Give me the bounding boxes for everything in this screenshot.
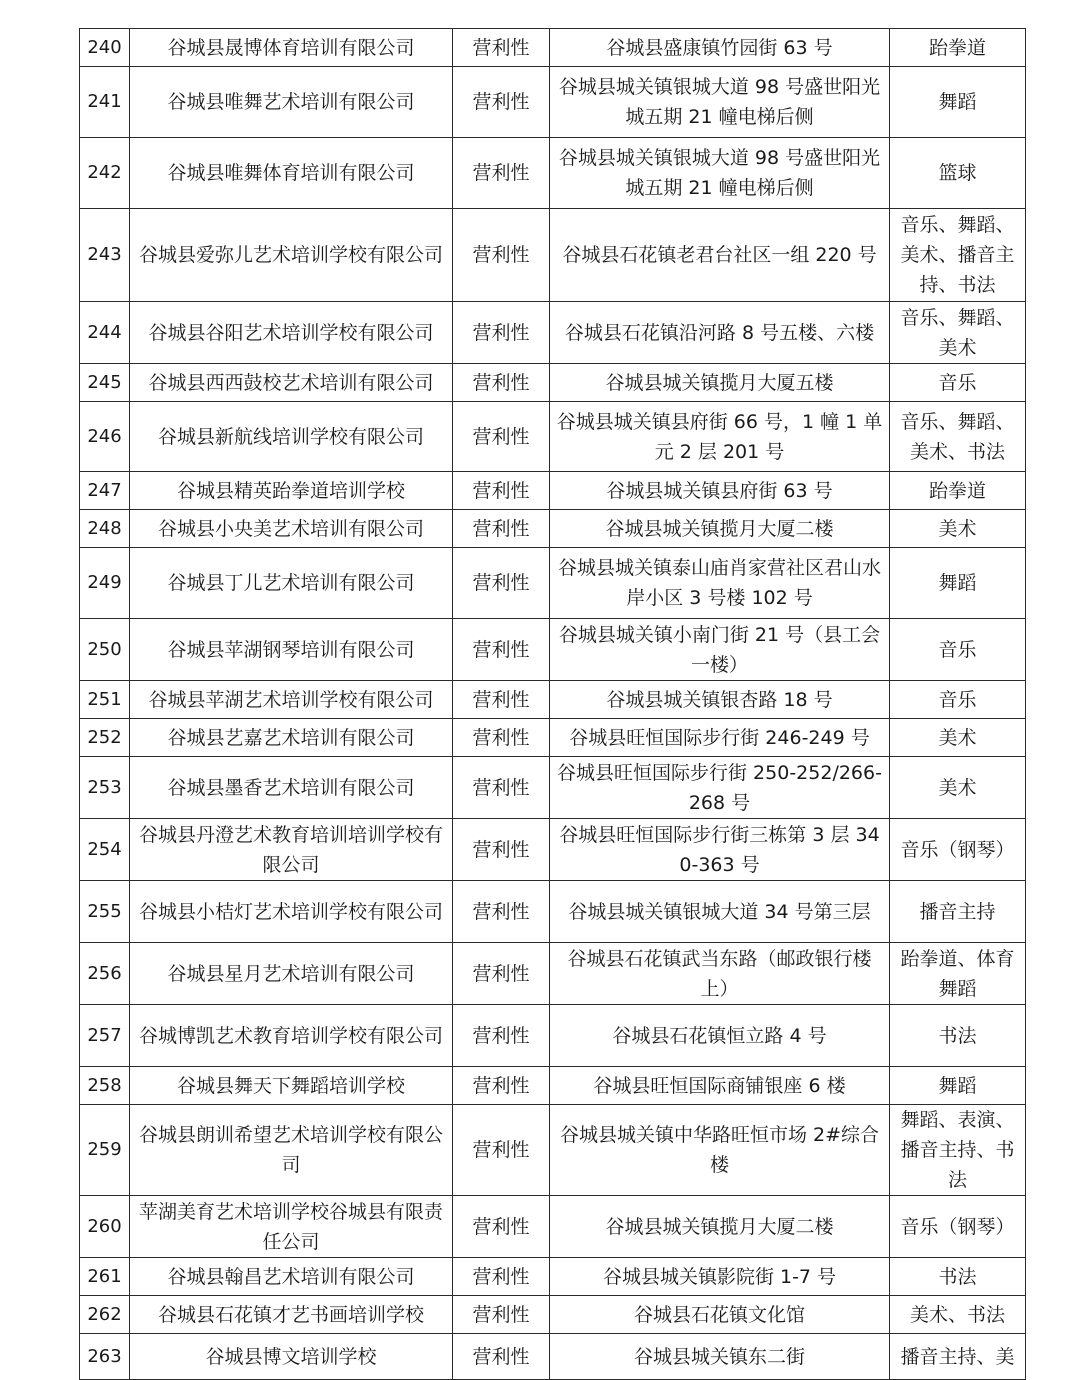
cell-category: 舞蹈 [890, 548, 1026, 619]
table-row [80, 1296, 1026, 1334]
cell-nature: 营利性 [453, 1334, 550, 1380]
cell-institution-name: 谷城县朗训希望艺术培训学校有限公司 [130, 1105, 453, 1196]
cell-category: 舞蹈、表演、播音主持、书法 [890, 1105, 1026, 1196]
cell-address: 谷城县城关镇影院街 1-7 号 [550, 1258, 890, 1296]
cell-number: 258 [80, 1067, 130, 1105]
table-row [80, 943, 1026, 1005]
cell-number: 251 [80, 681, 130, 719]
table-row [80, 402, 1026, 472]
cell-nature: 营利性 [453, 719, 550, 757]
cell-category: 音乐（钢琴） [890, 819, 1026, 881]
table-row [80, 548, 1026, 619]
cell-category: 美术 [890, 719, 1026, 757]
cell-category: 书法 [890, 1005, 1026, 1067]
cell-address: 谷城县城关镇小南门街 21 号（县工会一楼） [550, 619, 890, 681]
cell-number: 248 [80, 510, 130, 548]
table-body [80, 29, 1026, 1380]
cell-address: 谷城县城关镇东二街 [550, 1334, 890, 1380]
cell-institution-name: 谷城县石花镇才艺书画培训学校 [130, 1296, 453, 1334]
cell-category: 跆拳道、体育舞蹈 [890, 943, 1026, 1005]
cell-number: 243 [80, 209, 130, 302]
table-row [80, 472, 1026, 510]
cell-number: 247 [80, 472, 130, 510]
cell-number: 246 [80, 402, 130, 472]
cell-category: 舞蹈 [890, 67, 1026, 138]
cell-nature: 营利性 [453, 1296, 550, 1334]
cell-number: 263 [80, 1334, 130, 1380]
cell-category: 音乐、舞蹈、美术、书法 [890, 402, 1026, 472]
cell-institution-name: 谷城县晟博体育培训有限公司 [130, 29, 453, 67]
cell-number: 241 [80, 67, 130, 138]
cell-institution-name: 谷城县翰昌艺术培训有限公司 [130, 1258, 453, 1296]
cell-address: 谷城县城关镇银杏路 18 号 [550, 681, 890, 719]
cell-institution-name: 谷城县星月艺术培训有限公司 [130, 943, 453, 1005]
cell-address: 谷城县盛康镇竹园街 63 号 [550, 29, 890, 67]
cell-address: 谷城县石花镇老君台社区一组 220 号 [550, 209, 890, 302]
cell-category: 播音主持、美 [890, 1334, 1026, 1380]
cell-address: 谷城县石花镇文化馆 [550, 1296, 890, 1334]
table-row [80, 1258, 1026, 1296]
cell-number: 257 [80, 1005, 130, 1067]
cell-address: 谷城县城关镇揽月大厦二楼 [550, 1196, 890, 1258]
cell-address: 谷城县城关镇泰山庙肖家营社区君山水岸小区 3 号楼 102 号 [550, 548, 890, 619]
cell-category: 音乐、舞蹈、美术、播音主持、书法 [890, 209, 1026, 302]
cell-institution-name: 谷城博凯艺术教育培训学校有限公司 [130, 1005, 453, 1067]
cell-category: 美术、书法 [890, 1296, 1026, 1334]
cell-institution-name: 谷城县丹澄艺术教育培训培训学校有限公司 [130, 819, 453, 881]
cell-institution-name: 谷城县爱弥儿艺术培训学校有限公司 [130, 209, 453, 302]
table-row [80, 881, 1026, 943]
cell-nature: 营利性 [453, 209, 550, 302]
cell-category: 美术 [890, 510, 1026, 548]
cell-category: 舞蹈 [890, 1067, 1026, 1105]
cell-address: 谷城县城关镇中华路旺恒市场 2#综合楼 [550, 1105, 890, 1196]
cell-category: 跆拳道 [890, 472, 1026, 510]
cell-nature: 营利性 [453, 402, 550, 472]
cell-number: 249 [80, 548, 130, 619]
table-row [80, 1196, 1026, 1258]
cell-institution-name: 谷城县苹湖钢琴培训有限公司 [130, 619, 453, 681]
cell-institution-name: 谷城县苹湖艺术培训学校有限公司 [130, 681, 453, 719]
cell-address: 谷城县城关镇县府街 63 号 [550, 472, 890, 510]
table-row [80, 681, 1026, 719]
cell-address: 谷城县石花镇武当东路（邮政银行楼上） [550, 943, 890, 1005]
table-row [80, 757, 1026, 819]
cell-category: 音乐 [890, 681, 1026, 719]
cell-institution-name: 谷城县丁儿艺术培训有限公司 [130, 548, 453, 619]
cell-category: 音乐 [890, 619, 1026, 681]
cell-number: 255 [80, 881, 130, 943]
cell-number: 245 [80, 364, 130, 402]
cell-nature: 营利性 [453, 302, 550, 364]
cell-number: 244 [80, 302, 130, 364]
cell-number: 242 [80, 138, 130, 209]
cell-institution-name: 谷城县小桔灯艺术培训学校有限公司 [130, 881, 453, 943]
cell-nature: 营利性 [453, 1067, 550, 1105]
cell-number: 256 [80, 943, 130, 1005]
table-row [80, 67, 1026, 138]
cell-nature: 营利性 [453, 510, 550, 548]
cell-institution-name: 苹湖美育艺术培训学校谷城县有限责任公司 [130, 1196, 453, 1258]
cell-address: 谷城县旺恒国际步行街 246-249 号 [550, 719, 890, 757]
cell-number: 260 [80, 1196, 130, 1258]
cell-number: 254 [80, 819, 130, 881]
cell-category: 音乐 [890, 364, 1026, 402]
cell-institution-name: 谷城县艺嘉艺术培训有限公司 [130, 719, 453, 757]
table-row [80, 364, 1026, 402]
cell-nature: 营利性 [453, 29, 550, 67]
cell-institution-name: 谷城县唯舞艺术培训有限公司 [130, 67, 453, 138]
institution-table-container [79, 28, 1025, 1380]
cell-nature: 营利性 [453, 757, 550, 819]
table-row [80, 29, 1026, 67]
cell-institution-name: 谷城县西西鼓校艺术培训有限公司 [130, 364, 453, 402]
table-row [80, 138, 1026, 209]
cell-address: 谷城县城关镇银城大道 98 号盛世阳光城五期 21 幢电梯后侧 [550, 67, 890, 138]
cell-number: 259 [80, 1105, 130, 1196]
cell-institution-name: 谷城县唯舞体育培训有限公司 [130, 138, 453, 209]
cell-address: 谷城县旺恒国际步行街 250-252/266-268 号 [550, 757, 890, 819]
cell-nature: 营利性 [453, 1005, 550, 1067]
table-row [80, 819, 1026, 881]
table-row [80, 619, 1026, 681]
table-row [80, 209, 1026, 302]
cell-address: 谷城县城关镇县府街 66 号，1 幢 1 单元 2 层 201 号 [550, 402, 890, 472]
cell-number: 253 [80, 757, 130, 819]
cell-institution-name: 谷城县精英跆拳道培训学校 [130, 472, 453, 510]
table-row [80, 719, 1026, 757]
cell-category: 音乐、舞蹈、美术 [890, 302, 1026, 364]
cell-number: 262 [80, 1296, 130, 1334]
cell-category: 音乐（钢琴） [890, 1196, 1026, 1258]
cell-nature: 营利性 [453, 548, 550, 619]
cell-institution-name: 谷城县舞天下舞蹈培训学校 [130, 1067, 453, 1105]
table-row [80, 1005, 1026, 1067]
cell-category: 跆拳道 [890, 29, 1026, 67]
cell-institution-name: 谷城县博文培训学校 [130, 1334, 453, 1380]
cell-nature: 营利性 [453, 881, 550, 943]
cell-nature: 营利性 [453, 472, 550, 510]
cell-number: 261 [80, 1258, 130, 1296]
table-row [80, 302, 1026, 364]
table-row [80, 1334, 1026, 1380]
cell-address: 谷城县城关镇银城大道 98 号盛世阳光城五期 21 幢电梯后侧 [550, 138, 890, 209]
cell-institution-name: 谷城县新航线培训学校有限公司 [130, 402, 453, 472]
cell-nature: 营利性 [453, 943, 550, 1005]
cell-nature: 营利性 [453, 1258, 550, 1296]
cell-nature: 营利性 [453, 364, 550, 402]
table-row [80, 510, 1026, 548]
cell-nature: 营利性 [453, 819, 550, 881]
cell-institution-name: 谷城县小央美艺术培训有限公司 [130, 510, 453, 548]
table-row [80, 1105, 1026, 1196]
cell-address: 谷城县石花镇沿河路 8 号五楼、六楼 [550, 302, 890, 364]
cell-category: 书法 [890, 1258, 1026, 1296]
cell-nature: 营利性 [453, 67, 550, 138]
cell-nature: 营利性 [453, 138, 550, 209]
table-row [80, 1067, 1026, 1105]
cell-address: 谷城县城关镇揽月大厦五楼 [550, 364, 890, 402]
cell-address: 谷城县旺恒国际步行街三栋第 3 层 340-363 号 [550, 819, 890, 881]
cell-address: 谷城县城关镇揽月大厦二楼 [550, 510, 890, 548]
cell-number: 250 [80, 619, 130, 681]
cell-institution-name: 谷城县谷阳艺术培训学校有限公司 [130, 302, 453, 364]
cell-number: 252 [80, 719, 130, 757]
cell-category: 播音主持 [890, 881, 1026, 943]
cell-address: 谷城县石花镇恒立路 4 号 [550, 1005, 890, 1067]
cell-category: 篮球 [890, 138, 1026, 209]
cell-address: 谷城县旺恒国际商铺银座 6 楼 [550, 1067, 890, 1105]
cell-address: 谷城县城关镇银城大道 34 号第三层 [550, 881, 890, 943]
cell-nature: 营利性 [453, 619, 550, 681]
cell-category: 美术 [890, 757, 1026, 819]
cell-institution-name: 谷城县墨香艺术培训有限公司 [130, 757, 453, 819]
cell-nature: 营利性 [453, 1105, 550, 1196]
cell-nature: 营利性 [453, 681, 550, 719]
cell-nature: 营利性 [453, 1196, 550, 1258]
cell-number: 240 [80, 29, 130, 67]
institution-table [79, 28, 1026, 1380]
